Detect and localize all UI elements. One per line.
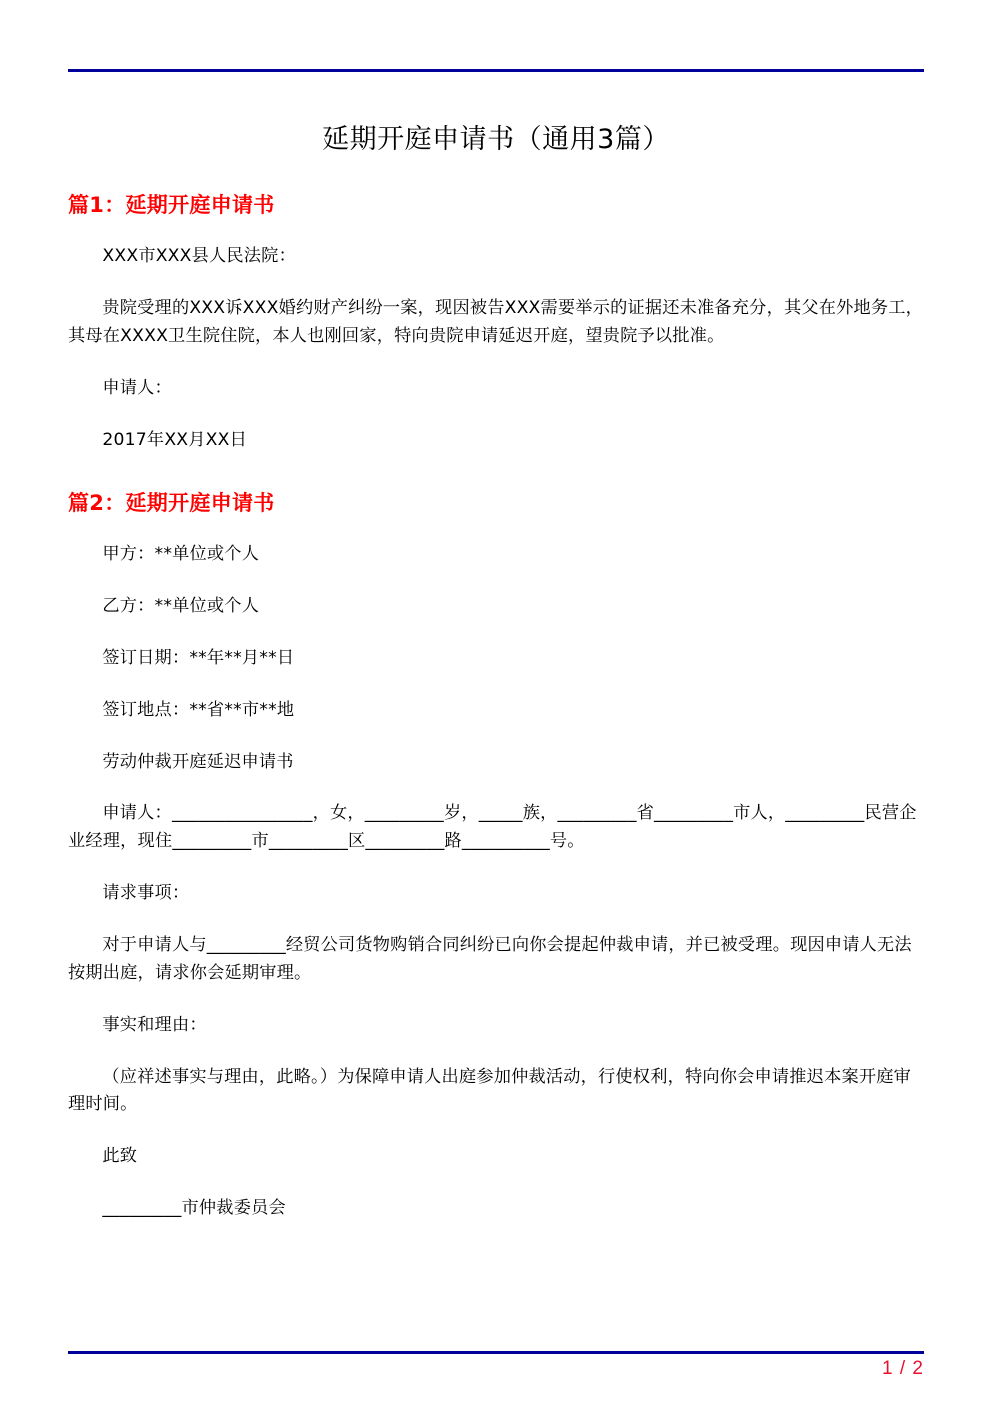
paragraph: XXX市XXX县人民法院： — [102, 246, 296, 267]
paragraph: _________市仲裁委员会 — [102, 1198, 286, 1219]
paragraph: 请求事项： — [102, 883, 190, 904]
page-number: 1 / 2 — [882, 1358, 924, 1379]
paragraph: 事实和理由： — [102, 1014, 207, 1035]
paragraph: 签订日期：**年**月**日 — [102, 647, 295, 668]
document-body — [0, 72, 992, 1325]
paragraph: 乙方：**单位或个人 — [102, 595, 260, 616]
paragraph: 贵院受理的XXX诉XXX婚约财产纠纷一案，现因被告XXX需要举示的证据还未准备充分，其父在外地务工，其母在XXXX卫生院住院，本人也刚回家，特向贵院申请延迟开庭，望贵院予以批准。 — [68, 298, 924, 347]
page-footer — [0, 1325, 992, 1403]
section-heading-1: 篇1：延期开庭申请书 — [68, 193, 275, 218]
paragraph: 申请人： — [102, 378, 172, 399]
paragraph: 对于申请人与_________经贸公司货物购销合同纠纷已向你会提起仲裁申请，并已被受理。现因申请人无法按期出庭，请求你会延期审理。 — [68, 934, 912, 983]
page-title: 延期开庭申请书（通用3篇） — [322, 124, 670, 155]
footer-divider — [68, 1351, 924, 1354]
paragraph: 此致 — [102, 1146, 138, 1167]
section-heading-2: 篇2：延期开庭申请书 — [68, 490, 275, 515]
header-divider — [68, 69, 924, 72]
paragraph: 2017年XX月XX日 — [102, 429, 247, 450]
paragraph: 甲方：**单位或个人 — [102, 544, 260, 565]
paragraph: （应祥述事实与理由，此略。）为保障申请人出庭参加仲裁活动，行使权利，特向你会申请推迟本案开庭审理时间。 — [68, 1066, 912, 1115]
paragraph: 申请人：________________，女，_________岁，_____族，_________省_________市人，_________民营企业经理，现住_________市_________区_________路__________号。 — [68, 803, 917, 852]
paragraph: 劳动仲裁开庭延迟申请书 — [102, 751, 294, 772]
page-header — [0, 0, 992, 72]
paragraph: 签订地点：**省**市**地 — [102, 699, 295, 720]
